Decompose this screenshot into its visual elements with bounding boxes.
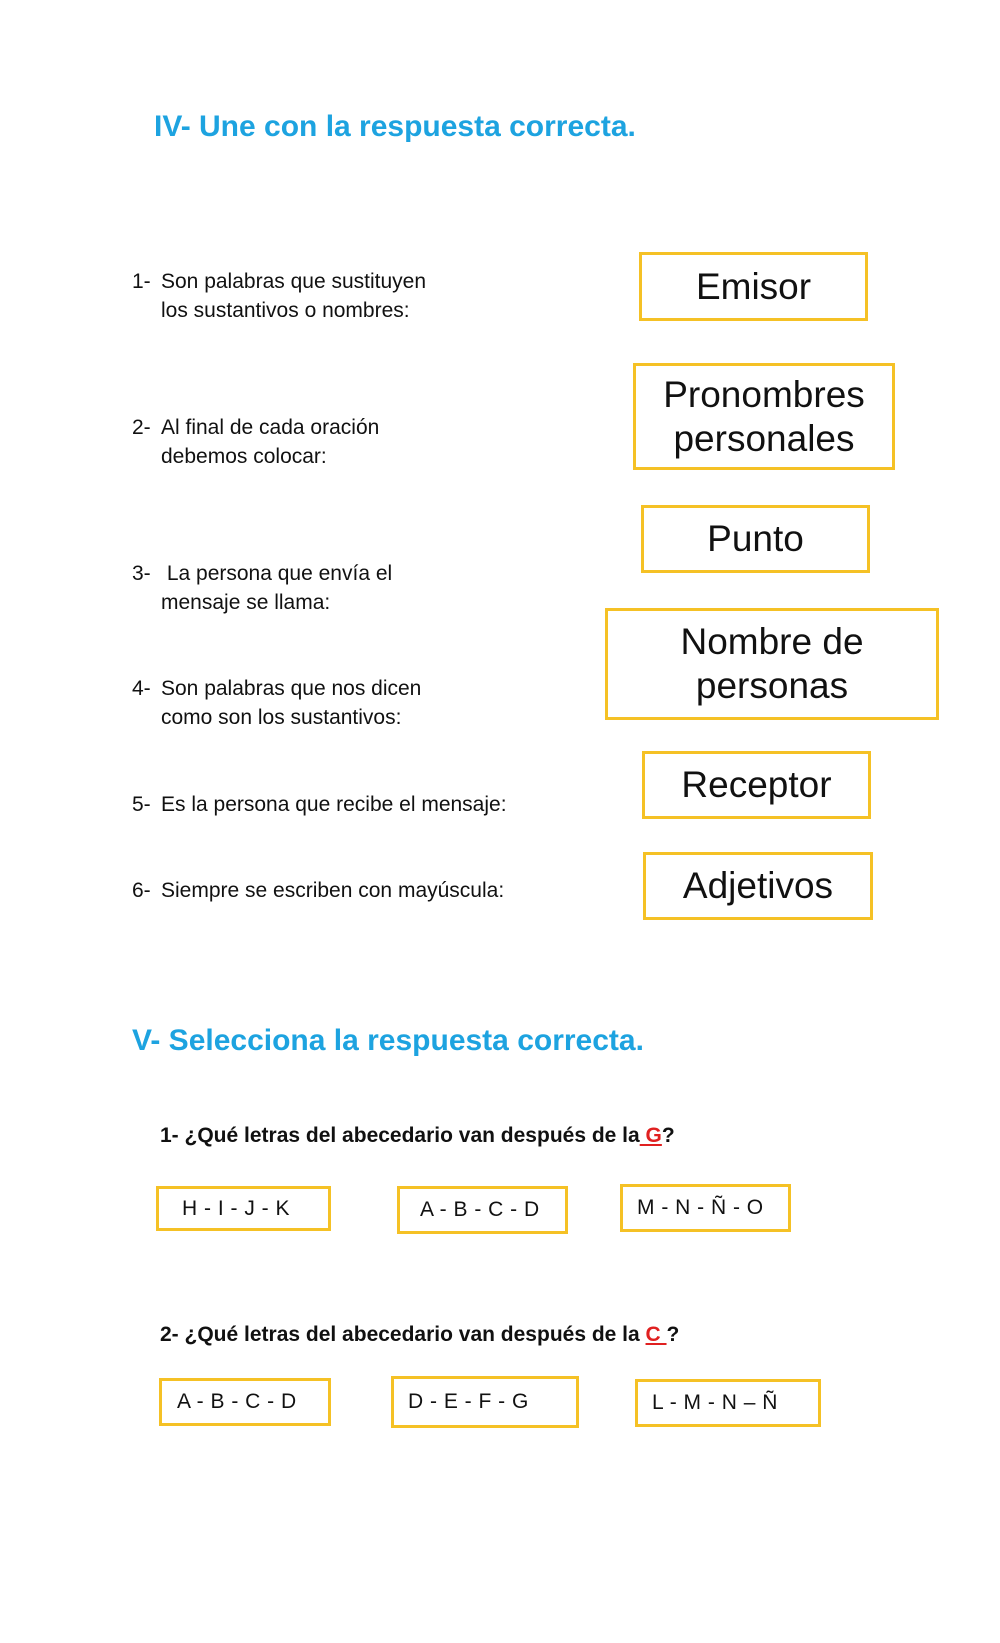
answer-label: personales <box>673 417 855 459</box>
question-line: debemos colocar: <box>161 445 327 468</box>
question-line: como son los sustantivos: <box>161 706 402 729</box>
answer-label: Receptor <box>681 764 832 805</box>
answer-box-pronombres-personales[interactable] <box>633 363 895 470</box>
option-label: M - N - Ñ - O <box>637 1196 764 1219</box>
answer-label: Pronombres <box>663 373 865 415</box>
highlighted-letter: C <box>645 1323 667 1346</box>
option-label: L - M - N – Ñ <box>652 1391 778 1414</box>
question-mark: ? <box>666 1323 680 1346</box>
option-button[interactable] <box>397 1186 568 1234</box>
option-label: A - B - C - D <box>420 1198 540 1221</box>
question-line: mensaje se llama: <box>161 591 331 614</box>
answer-box-punto[interactable] <box>641 505 870 573</box>
question-text: 1- ¿Qué letras del abecedario van después de la <box>160 1124 640 1147</box>
question-mark: ? <box>661 1124 675 1147</box>
question-line: Es la persona que recibe el mensaje: <box>161 793 507 816</box>
question-line: Siempre se escriben con mayúscula: <box>161 879 505 902</box>
question-line: Al final de cada oración <box>161 416 380 439</box>
option-button[interactable] <box>159 1378 331 1426</box>
answer-label: Punto <box>707 518 804 559</box>
option-label: H - I - J - K <box>182 1196 290 1220</box>
answer-label: Nombre de <box>680 621 864 662</box>
question-number: 1- <box>132 270 151 293</box>
question-number: 5- <box>132 793 151 816</box>
select-question-2 <box>160 1323 679 1347</box>
option-button[interactable] <box>156 1186 331 1231</box>
select-question-1 <box>160 1124 675 1148</box>
option-button[interactable] <box>391 1376 579 1428</box>
answer-box-adjetivos[interactable] <box>643 852 873 920</box>
answer-label: personas <box>695 665 849 706</box>
answer-box-emisor[interactable] <box>639 252 868 321</box>
question-number: 6- <box>132 879 151 902</box>
question-line: los sustantivos o nombres: <box>161 299 410 322</box>
answer-label: Adjetivos <box>682 865 834 906</box>
question-line: Son palabras que sustituyen <box>161 270 427 293</box>
section-4-title: IV- Une con la respuesta correcta. <box>154 110 636 143</box>
question-number: 2- <box>132 416 151 439</box>
option-label: D - E - F - G <box>408 1390 529 1413</box>
question-line: Son palabras que nos dicen <box>161 677 422 700</box>
answer-box-nombre-de-personas[interactable] <box>605 608 939 720</box>
question-text: 2- ¿Qué letras del abecedario van después de la <box>160 1323 646 1346</box>
section-5-title: V- Selecciona la respuesta correcta. <box>132 1024 644 1057</box>
question-number: 4- <box>132 677 151 700</box>
answer-box-receptor[interactable] <box>642 751 871 819</box>
option-button[interactable] <box>620 1184 791 1232</box>
option-label: A - B - C - D <box>177 1390 297 1413</box>
highlighted-letter: G <box>639 1124 662 1147</box>
option-button[interactable] <box>635 1379 821 1427</box>
answer-label: Emisor <box>695 265 812 307</box>
question-number: 3- <box>132 562 151 585</box>
question-line: La persona que envía el <box>161 562 393 585</box>
